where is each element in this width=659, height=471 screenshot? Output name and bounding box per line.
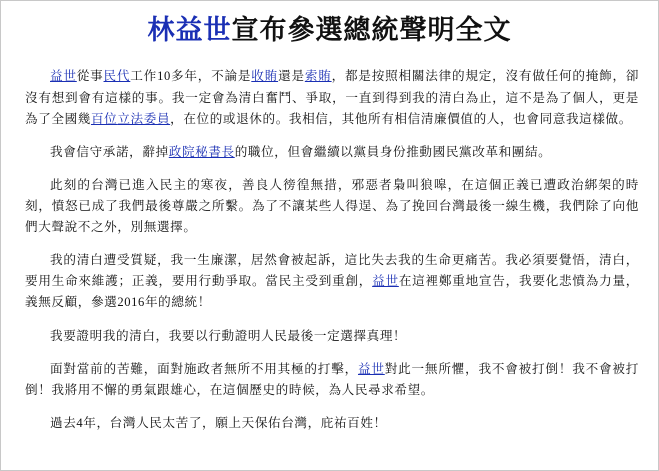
text: 多年，不論是 (170, 68, 252, 83)
number: 2016 (117, 295, 145, 309)
paragraph-4 (25, 249, 639, 313)
link-yishi[interactable]: 益世 (372, 273, 399, 288)
title-rest: 宣布參選總統聲明全文 (231, 15, 512, 46)
text: 我要證明我的清白，我要以行動證明人民最後一定選擇真理！ (50, 328, 407, 343)
number: 10 (157, 69, 171, 83)
text: 的職位，但會繼續以黨員身份推動國民黨改革和團結。 (234, 144, 552, 159)
text: ，都是按照相關法律的規定，沒有做任何的掩飾，卻沒有想到會有這樣的事。我一定會為清白奮鬥、爭取，一直到得到我的清白為止，這不是為了個人，更是為了全國幾 (25, 68, 640, 126)
link-secretary-general[interactable]: 政院秘書長 (168, 144, 235, 159)
text: 對此一無所懼，我不會被打倒！我不會被打倒！我將用不懈的勇氣跟雄心，在這個歷史的時候，為人民尋求希望。 (25, 361, 639, 397)
text: 年的總統！ (144, 294, 211, 309)
link-yishi[interactable]: 益世 (357, 361, 385, 376)
paragraph-6 (25, 358, 639, 400)
paragraph-3 (25, 174, 639, 237)
text: 從事 (76, 68, 104, 83)
text: 年，台灣人民太苦了，願上天保佑台灣，庇祐百姓！ (83, 415, 387, 430)
text: 在這裡鄭重地宣告，我要化悲憤為力量，義無反顧，參選 (25, 273, 639, 309)
link-baiwei[interactable]: 百位 (90, 111, 118, 126)
link-mindai[interactable]: 民代 (103, 68, 131, 83)
link-shouhui[interactable]: 收賄 (251, 68, 279, 83)
number: 4 (76, 416, 84, 430)
text: 工作 (130, 68, 158, 83)
text: 過去 (50, 415, 77, 430)
text: 我會信守承諾，辭掉 (50, 144, 169, 159)
link-legislator[interactable]: 立法委員 (117, 111, 171, 126)
statement-body (25, 65, 639, 446)
text: 我的清白遭受質疑，我一生廉潔，居然會被起訴，這比失去我的生命更痛苦。我必須要覺悟，清白，要用生命來維護；正義，要用行動爭取。當民主受到重創， (25, 252, 639, 288)
link-suohui[interactable]: 索賄 (304, 68, 332, 83)
paragraph-1 (25, 65, 639, 129)
text: 此刻的台灣已進入民主的寒夜，善良人徬徨無措，邪惡者梟叫狼嗥，在這個正義已遭政治綁架的時刻，憤怒已成了我們最後尊嚴之所繫。為了不讓某些人得逞、為了挽回台灣最後一線生機，我們除了向他們大聲說不之外，別無選擇。 (25, 177, 639, 234)
text: 面對當前的苦難，面對施政者無所不用其極的打擊， (50, 361, 358, 376)
paragraph-5 (25, 325, 639, 346)
title-name: 林益世 (147, 15, 232, 46)
text: ，在位的或退休的。我相信，其他所有相信清廉價值的人，也會同意我這樣做。 (170, 111, 632, 126)
paragraph-7 (25, 412, 639, 434)
link-yishi[interactable]: 益世 (50, 68, 77, 83)
page-title (1, 13, 658, 49)
text: 還是 (278, 68, 305, 83)
paragraph-2 (25, 141, 639, 162)
